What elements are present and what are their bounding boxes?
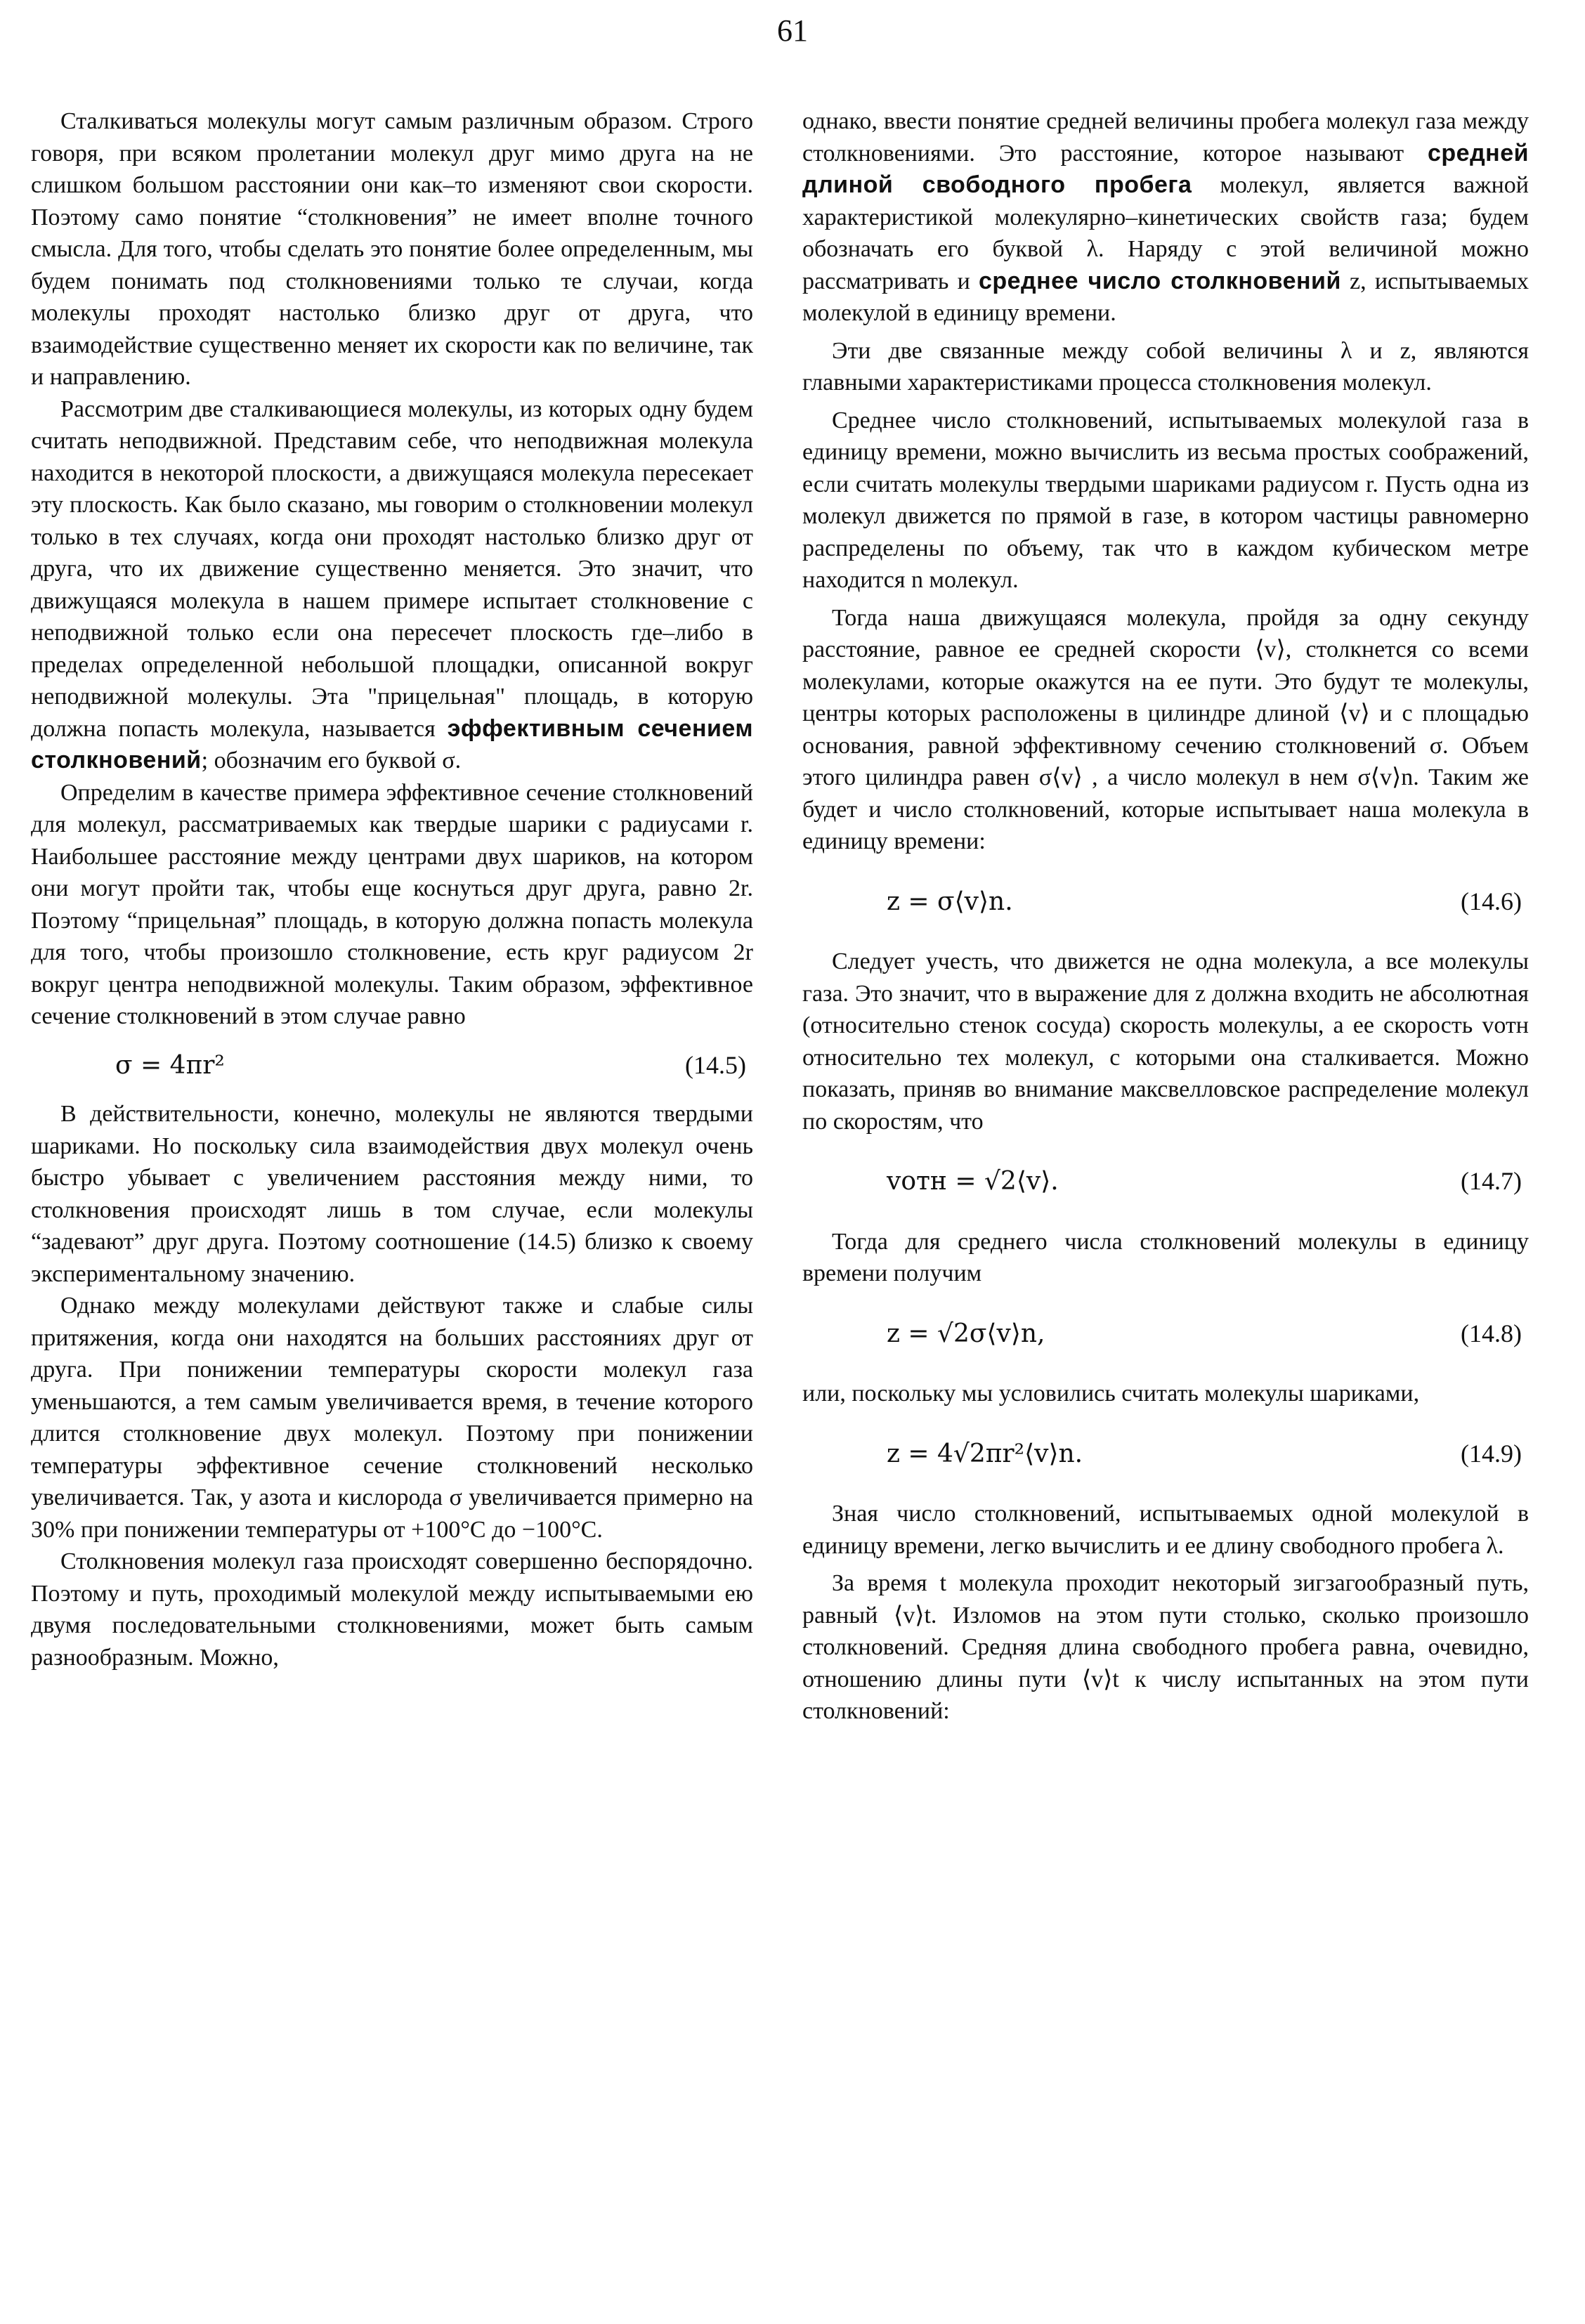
paragraph-then-we-get: Тогда для среднего числа столкновений молекулы в единицу времени получим [802,1228,1529,1286]
text: молекул, является важной характеристикой молекулярно–кинетических свойств газа; будем обозначать его буквой λ. Наряду с этой величиной можно рассматривать и [802,172,1529,294]
term-mean-collision-number: среднее число столкновений [978,267,1341,294]
term-effective-cross-section: эффективным сечением столкновений [31,714,753,773]
equation-number: (14.6) [1461,887,1522,915]
left-column [31,105,753,1673]
equation-formula: σ = 4πr² [115,1050,225,1080]
paragraph-effective-cross-section [31,393,753,777]
paragraph-spheres: или, поскольку мы условились считать молекулы шариками, [802,1380,1420,1406]
paragraph-collisions-definition: Сталкиваться молекулы могут самым различным образом. Строго говоря, при всяком пролетании молекул друг мимо друга на не слишком большом расстоянии они как–то изменяют свои скорости. Поэтому само понятие “столкновения” не имеет вполне точного смысла. Для того, чтобы сделать это понятие более определенным, мы будем понимать под столкновениями только те случаи, когда молекулы проходят настолько близко друг от друга, что взаимодействие существенно меняет их скорости как по величине, так и направлению. [31,108,753,390]
right-column [802,105,1529,1728]
equation-14-8 [802,1318,1529,1350]
paragraph-main-characteristics: Эти две связанные между собой величины λ и z, являются главными характеристиками процесса столкновения молекул. [802,337,1529,396]
paragraph-random-collisions: Столкновения молекул газа происходят совершенно беспорядочно. Поэтому и путь, проходимый молекулой между испытываемыми ею двумя последовательными столкновениями, может быть самым разнообразным. Можно, [31,1548,753,1671]
paragraph-zigzag-path: За время t молекула проходит некоторый зигзагообразный путь, равный ⟨v⟩t. Изломов на этом пути столько, сколько произошло столкновений. Средняя длина свободного пробега равна, очевидно, отношению длины пути ⟨v⟩t к числу испытанных на этом пути столкновений: [802,1570,1529,1724]
term-mean-free-path: средней длиной свободного пробега [802,139,1529,198]
equation-formula: z = σ⟨v⟩n. [887,887,1013,916]
text: Рассмотрим две сталкивающиеся молекулы, из которых одну будем считать неподвижной. Представим себе, что неподвижная молекула находится в некоторой плоскости, а движущаяся молекула пересекает эту плоскость. Как было сказано, мы говорим о столкновении молекул только в тех случаях, когда они проходят настолько близко друг от друга, что их движение существенно меняется. Это значит, что движущаяся молекула в нашем примере испытает столкновение с неподвижной только если она пересечет плоскость где–либо в пределах определенной небольшой площадки, описанной вокруг неподвижной молекулы. Эта "прицельная" площадь, в которую должна попасть молекула, называется [31,396,753,742]
paragraph-attraction-forces: Однако между молекулами действуют также и слабые силы притяжения, когда они находятся на больших расстояниях друг от друга. При понижении температуры скорости молекул газа уменьшаются, а тем самым увеличивается время, в течение которого длится столкновение двух молекул. Поэтому при понижении температуры эффективное сечение столкновений несколько увеличивается. Так, у азота и кислорода σ увеличивается примерно на 30% при понижении температуры от +100°C до −100°C. [31,1293,753,1543]
equation-formula: vотн = √2⟨v⟩. [887,1167,1059,1196]
equation-number: (14.5) [685,1050,746,1079]
equation-number: (14.8) [1461,1319,1522,1347]
equation-14-7 [802,1166,1529,1198]
paragraph-free-path-calculation: Зная число столкновений, испытываемых одной молекулой в единицу времени, легко вычислить и ее длину свободного пробега λ. [802,1501,1529,1559]
equation-formula: z = 4√2πr²⟨v⟩n. [887,1439,1083,1468]
paragraph-real-molecules: В действительности, конечно, молекулы не являются твердыми шариками. Но поскольку сила взаимодействия двух молекул очень быстро убывает с увеличением расстояния между ними, то столкновения происходят лишь в том случае, если молекулы “задевают” друг друга. Поэтому соотношение (14.5) близко к своему экспериментальному значению. [31,1101,753,1287]
paragraph-cylinder: Тогда наша движущаяся молекула, пройдя за одну секунду расстояние, равное ее средней скорости ⟨v⟩, столкнется со всеми молекулами, которые окажутся на ее пути. Это будут те молекулы, центры которых расположены в цилиндре длиной ⟨v⟩ и с площадью основания, равной эффективному сечению столкновений σ. Объем этого цилиндра равен σ⟨v⟩ , а число молекул в нем σ⟨v⟩n. Таким же будет и число столкновений, которые испытывает наша молекула в единицу времени: [802,604,1529,854]
paragraph-hard-spheres-example: Определим в качестве примера эффективное сечение столкновений для молекул, рассматриваемых как твердые шарики с радиусами r. Наибольшее расстояние между центрами двух шариков, на котором они могут пройти так, чтобы еще коснуться друг друга, равно 2r. Поэтому “прицельная” площадь, в которую должна попасть молекула для того, чтобы произошло столкновение, есть круг радиусом 2r вокруг центра неподвижной молекулы. Таким образом, эффективное сечение столкновений в этом случае равно [31,779,753,1029]
equation-14-9 [802,1438,1529,1470]
equation-number: (14.7) [1461,1167,1522,1195]
text: z, испытываемых молекулой в единицу времени. [802,268,1529,326]
paragraph-collision-number: Среднее число столкновений, испытываемых молекулой газа в единицу времени, можно вычислить из весьма простых соображений, если считать молекулы твердыми шариками радиусом r. Пусть одна из молекул движется по прямой в газе, в котором частицы равномерно распределены по объему, так что в каждом кубическом метре находится n молекул. [802,407,1529,593]
equation-formula: z = √2σ⟨v⟩n, [887,1319,1045,1348]
equation-14-6 [802,886,1529,918]
equation-14-5 [31,1050,753,1082]
text: однако, ввести понятие средней величины пробега молекул газа между столкновениями. Это расстояние, которое называют [802,108,1529,167]
text: ; обозначим его буквой σ. [201,748,462,773]
equation-number: (14.9) [1461,1439,1522,1468]
page-number: 61 [777,13,808,48]
paragraph-mean-free-path [802,105,1529,329]
paragraph-relative-velocity: Следует учесть, что движется не одна молекула, а все молекулы газа. Это значит, что в выражение для z должна входить не абсолютная (относительно стенок сосуда) скорость молекулы, а ее скорость vотн относительно тех молекул, с которыми она сталкивается. Можно показать, приняв во внимание максвелловское распределение молекул по скоростям, что [802,948,1529,1135]
